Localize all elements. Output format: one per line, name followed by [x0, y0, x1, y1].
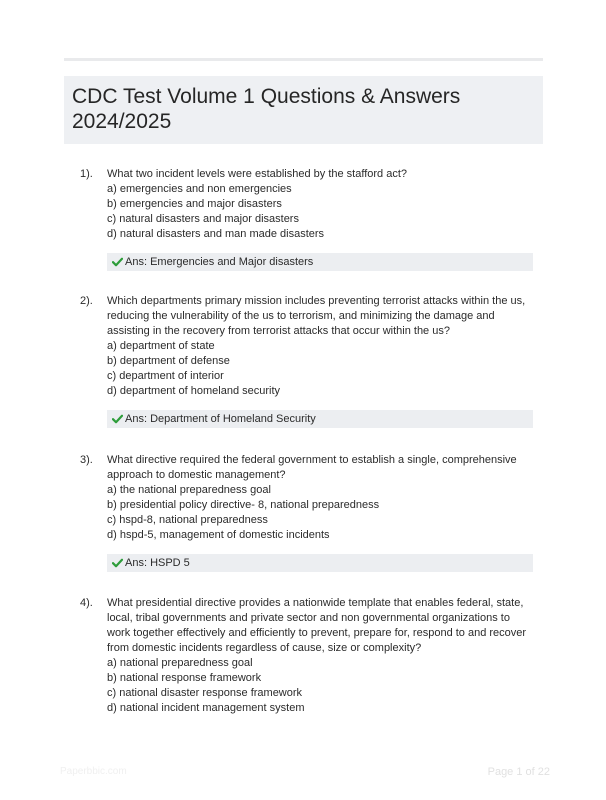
- option-b: b) department of defense: [107, 355, 230, 367]
- title-banner: [64, 76, 543, 144]
- checkmark-icon: [112, 414, 123, 424]
- answer-text: Ans: Department of Homeland Security: [125, 413, 316, 425]
- option-d: d) natural disasters and man made disasters: [107, 228, 325, 240]
- answer-box: [107, 554, 533, 572]
- option-c: c) national disaster response framework: [107, 687, 303, 699]
- answer-box: [107, 410, 533, 428]
- checkmark-icon: [112, 558, 123, 568]
- page-indicator: Page 1 of 22: [487, 766, 550, 778]
- option-c: c) department of interior: [107, 370, 224, 382]
- answer-text: Ans: Emergencies and Major disasters: [125, 256, 314, 268]
- question-body: [107, 453, 535, 572]
- option-a: a) department of state: [107, 340, 215, 352]
- question-text: What presidential directive provides a nationwide template that enables federal, state, local, tribal governments and private sector and non governmental organizations to work together effectively and efficiently to prevent, prepare for, respond to and recover from domestic incidents regardless of cause, size or complexity?: [107, 597, 527, 654]
- question-number: 3).: [80, 454, 93, 466]
- option-a: a) the national preparedness goal: [107, 484, 271, 496]
- option-b: b) presidential policy directive- 8, national preparedness: [107, 499, 380, 511]
- question-number: 1).: [80, 168, 93, 180]
- answer-text: Ans: HSPD 5: [125, 557, 190, 569]
- question-text: What two incident levels were established by the stafford act?: [107, 168, 408, 180]
- question-body: [107, 294, 535, 428]
- option-d: d) department of homeland security: [107, 385, 281, 397]
- option-a: a) emergencies and non emergencies: [107, 183, 292, 195]
- top-divider: [64, 58, 543, 61]
- page-title: CDC Test Volume 1 Questions & Answers 2024/2025: [72, 85, 461, 133]
- answer-box: [107, 253, 533, 271]
- question-number: 4).: [80, 597, 93, 609]
- option-b: b) national response framework: [107, 672, 262, 684]
- option-d: d) national incident management system: [107, 702, 305, 714]
- option-c: c) hspd-8, national preparedness: [107, 514, 268, 526]
- option-d: d) hspd-5, management of domestic incidents: [107, 529, 330, 541]
- question-text: Which departments primary mission includes preventing terrorist attacks within the us, reducing the vulnerability of the us to terrorism, and minimizing the damage and assisting in the recovery from terrorist attacks that occur within the us?: [107, 295, 526, 337]
- footer-watermark: Paperbbic.com: [60, 766, 127, 777]
- option-c: c) natural disasters and major disasters: [107, 213, 299, 225]
- option-a: a) national preparedness goal: [107, 657, 253, 669]
- question-text: What directive required the federal government to establish a single, comprehensive approach to domestic management?: [107, 454, 517, 481]
- question-body: [107, 596, 535, 716]
- question-body: [107, 167, 535, 271]
- option-b: b) emergencies and major disasters: [107, 198, 282, 210]
- question-number: 2).: [80, 295, 93, 307]
- checkmark-icon: [112, 257, 123, 267]
